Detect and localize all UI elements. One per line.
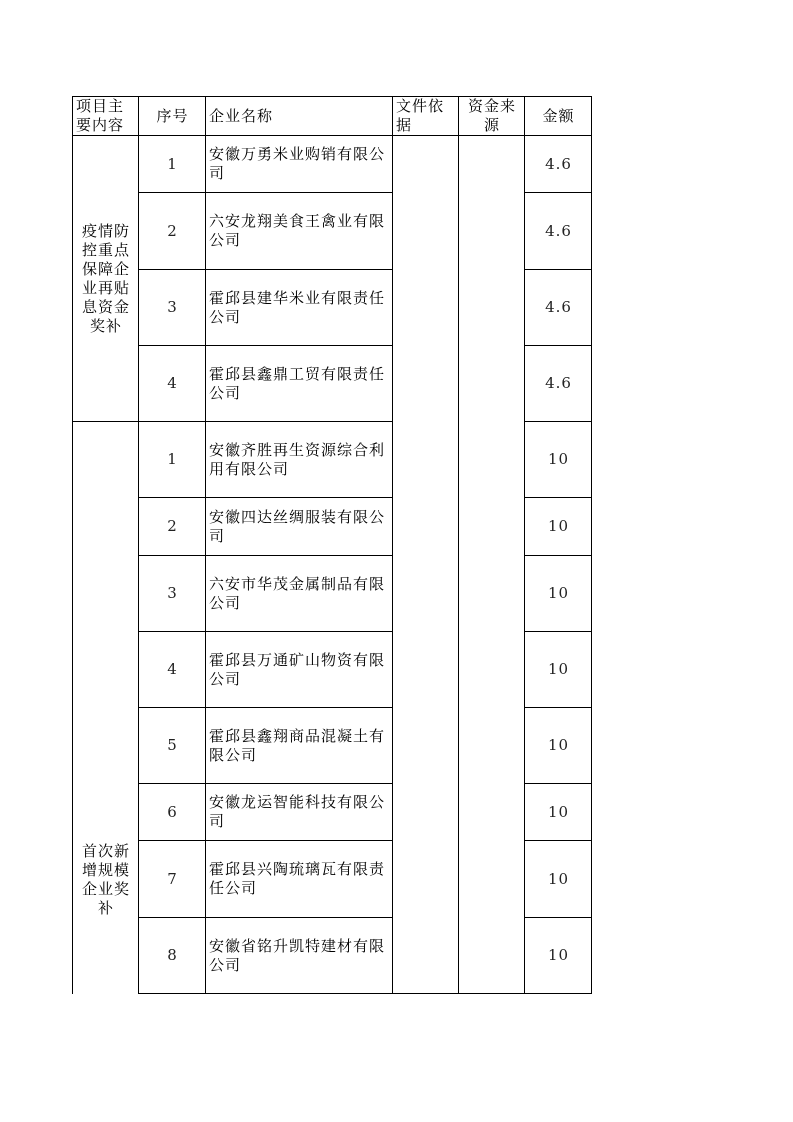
- header-doc-basis: 文件依据: [393, 97, 459, 136]
- fund-source-cell: [459, 136, 525, 994]
- group-category: 首次新增规模企业奖补: [73, 422, 139, 994]
- row-amount: 10: [525, 632, 592, 708]
- row-company: 安徽四达丝绸服装有限公司: [206, 498, 393, 556]
- row-company: 安徽齐胜再生资源综合利用有限公司: [206, 422, 393, 498]
- row-company: 霍邱县建华米业有限责任公司: [206, 270, 393, 346]
- row-amount: 10: [525, 841, 592, 918]
- header-amount: 金额: [525, 97, 592, 136]
- row-amount: 10: [525, 784, 592, 841]
- row-company: 六安市华茂金属制品有限公司: [206, 556, 393, 632]
- header-fund-source: 资金来源: [459, 97, 525, 136]
- row-company: 安徽省铭升凯特建材有限公司: [206, 918, 393, 994]
- row-seq: 5: [139, 708, 206, 784]
- row-seq: 2: [139, 498, 206, 556]
- row-seq: 1: [139, 136, 206, 193]
- row-seq: 3: [139, 270, 206, 346]
- header-company: 企业名称: [206, 97, 393, 136]
- row-company: 安徽龙运智能科技有限公司: [206, 784, 393, 841]
- row-company: 六安龙翔美食王禽业有限公司: [206, 193, 393, 270]
- row-amount: 4.6: [525, 193, 592, 270]
- row-seq: 8: [139, 918, 206, 994]
- row-seq: 3: [139, 556, 206, 632]
- row-seq: 4: [139, 632, 206, 708]
- row-amount: 10: [525, 708, 592, 784]
- row-amount: 4.6: [525, 346, 592, 422]
- header-seq: 序号: [139, 97, 206, 136]
- row-company: 安徽万勇米业购销有限公司: [206, 136, 393, 193]
- row-company: 霍邱县万通矿山物资有限公司: [206, 632, 393, 708]
- row-company: 霍邱县鑫翔商品混凝土有限公司: [206, 708, 393, 784]
- row-amount: 10: [525, 422, 592, 498]
- table-row: [73, 136, 592, 193]
- header-row: [73, 97, 592, 136]
- row-seq: 6: [139, 784, 206, 841]
- row-seq: 1: [139, 422, 206, 498]
- row-company: 霍邱县兴陶琉璃瓦有限责任公司: [206, 841, 393, 918]
- row-amount: 4.6: [525, 136, 592, 193]
- row-amount: 4.6: [525, 270, 592, 346]
- row-seq: 7: [139, 841, 206, 918]
- row-amount: 10: [525, 556, 592, 632]
- doc-basis-cell: [393, 136, 459, 994]
- row-company: 霍邱县鑫鼎工贸有限责任公司: [206, 346, 393, 422]
- row-seq: 4: [139, 346, 206, 422]
- funding-table: [72, 96, 592, 994]
- header-category: 项目主要内容: [73, 97, 139, 136]
- row-amount: 10: [525, 498, 592, 556]
- row-amount: 10: [525, 918, 592, 994]
- group-category: 疫情防控重点保障企业再贴息资金奖补: [73, 136, 139, 422]
- row-seq: 2: [139, 193, 206, 270]
